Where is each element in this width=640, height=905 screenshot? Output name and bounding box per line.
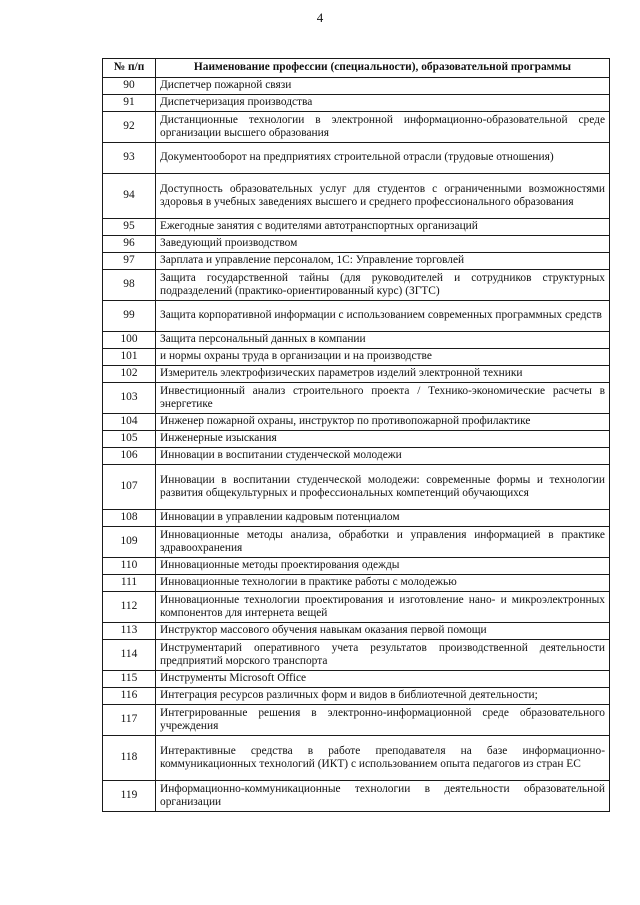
- row-number: 99: [103, 301, 156, 332]
- row-number: 108: [103, 510, 156, 527]
- table-row: [103, 78, 610, 95]
- row-program-name: Инновации в управлении кадровым потенциалом: [156, 510, 610, 527]
- row-number: 96: [103, 236, 156, 253]
- row-number: 98: [103, 270, 156, 301]
- row-program-name: Защита персональный данных в компании: [156, 332, 610, 349]
- row-number: 97: [103, 253, 156, 270]
- row-program-name: Диспетчеризация производства: [156, 95, 610, 112]
- row-program-name: Инновации в воспитании студенческой молодежи: современные формы и технологии развития общекультурных и профессиональных компетенций обучающихся: [156, 465, 610, 510]
- row-program-name: Доступность образовательных услуг для студентов с ограниченными возможностями здоровья в учебных заведениях высшего и среднего профессионального образования: [156, 174, 610, 219]
- row-number: 104: [103, 414, 156, 431]
- row-number: 103: [103, 383, 156, 414]
- row-number: 90: [103, 78, 156, 95]
- table-row: [103, 236, 610, 253]
- row-program-name: и нормы охраны труда в организации и на производстве: [156, 349, 610, 366]
- table-row: [103, 431, 610, 448]
- row-number: 100: [103, 332, 156, 349]
- row-program-name: Измеритель электрофизических параметров изделий электронной техники: [156, 366, 610, 383]
- row-program-name: Дистанционные технологии в электронной информационно-образовательной среде организации высшего образования: [156, 112, 610, 143]
- row-program-name: Инструменты Microsoft Office: [156, 671, 610, 688]
- row-number: 91: [103, 95, 156, 112]
- row-number: 102: [103, 366, 156, 383]
- table-row: [103, 705, 610, 736]
- table-row: [103, 527, 610, 558]
- row-program-name: Диспетчер пожарной связи: [156, 78, 610, 95]
- row-number: 113: [103, 623, 156, 640]
- row-number: 94: [103, 174, 156, 219]
- row-program-name: Интеграция ресурсов различных форм и видов в библиотечной деятельности;: [156, 688, 610, 705]
- table-row: [103, 112, 610, 143]
- row-number: 107: [103, 465, 156, 510]
- table-row: [103, 219, 610, 236]
- row-number: 95: [103, 219, 156, 236]
- table-body: [103, 78, 610, 812]
- row-number: 116: [103, 688, 156, 705]
- row-program-name: Документооборот на предприятиях строительной отрасли (трудовые отношения): [156, 143, 610, 174]
- row-program-name: Ежегодные занятия с водителями автотранспортных организаций: [156, 219, 610, 236]
- table-row: [103, 448, 610, 465]
- table-row: [103, 781, 610, 812]
- table-row: [103, 414, 610, 431]
- professions-table: [102, 58, 610, 812]
- row-number: 118: [103, 736, 156, 781]
- table-row: [103, 174, 610, 219]
- row-program-name: Защита государственной тайны (для руководителей и сотрудников структурных подразделений (практико-ориентированный курс) (ЗГТС): [156, 270, 610, 301]
- row-program-name: Инженер пожарной охраны, инструктор по противопожарной профилактике: [156, 414, 610, 431]
- header-name: Наименование профессии (специальности), образовательной программы: [156, 59, 610, 78]
- row-program-name: Инновационные технологии в практике работы с молодежью: [156, 575, 610, 592]
- table-row: [103, 688, 610, 705]
- row-program-name: Инновации в воспитании студенческой молодежи: [156, 448, 610, 465]
- header-number: № п/п: [103, 59, 156, 78]
- row-program-name: Интерактивные средства в работе преподавателя на базе информационно-коммуникационных технологий (ИКТ) с использованием опыта педагогов из стран ЕС: [156, 736, 610, 781]
- table-row: [103, 95, 610, 112]
- table-row: [103, 510, 610, 527]
- table-row: [103, 671, 610, 688]
- table-row: [103, 253, 610, 270]
- row-number: 112: [103, 592, 156, 623]
- row-number: 114: [103, 640, 156, 671]
- table-row: [103, 301, 610, 332]
- row-program-name: Зарплата и управление персоналом, 1С: Управление торговлей: [156, 253, 610, 270]
- page-number: 4: [316, 10, 324, 25]
- table-row: [103, 558, 610, 575]
- table-row: [103, 736, 610, 781]
- table-row: [103, 592, 610, 623]
- row-program-name: Инновационные технологии проектирования и изготовление нано- и микроэлектронных компонентов для интернета вещей: [156, 592, 610, 623]
- row-number: 92: [103, 112, 156, 143]
- row-program-name: Инструктор массового обучения навыкам оказания первой помощи: [156, 623, 610, 640]
- table-row: [103, 640, 610, 671]
- table-row: [103, 575, 610, 592]
- row-number: 109: [103, 527, 156, 558]
- table-row: [103, 465, 610, 510]
- row-number: 111: [103, 575, 156, 592]
- row-program-name: Заведующий производством: [156, 236, 610, 253]
- row-program-name: Защита корпоративной информации с использованием современных программных средств: [156, 301, 610, 332]
- table-row: [103, 623, 610, 640]
- table-row: [103, 332, 610, 349]
- row-program-name: Инновационные методы проектирования одежды: [156, 558, 610, 575]
- table-row: [103, 383, 610, 414]
- header-row: [103, 59, 610, 78]
- row-number: 93: [103, 143, 156, 174]
- row-number: 101: [103, 349, 156, 366]
- table-row: [103, 349, 610, 366]
- row-program-name: Информационно-коммуникационные технологии в деятельности образовательной организации: [156, 781, 610, 812]
- row-program-name: Инвестиционный анализ строительного проекта / Технико-экономические расчеты в энергетике: [156, 383, 610, 414]
- row-number: 119: [103, 781, 156, 812]
- row-number: 115: [103, 671, 156, 688]
- row-program-name: Инновационные методы анализа, обработки и управления информацией в практике здравоохранения: [156, 527, 610, 558]
- row-number: 117: [103, 705, 156, 736]
- row-number: 110: [103, 558, 156, 575]
- table-row: [103, 366, 610, 383]
- row-program-name: Инженерные изыскания: [156, 431, 610, 448]
- row-number: 105: [103, 431, 156, 448]
- row-program-name: Инструментарий оперативного учета результатов производственной деятельности предприятий морского транспорта: [156, 640, 610, 671]
- table-row: [103, 270, 610, 301]
- table-header: [103, 59, 610, 78]
- table-row: [103, 143, 610, 174]
- row-program-name: Интегрированные решения в электронно-информационной среде образовательного учреждения: [156, 705, 610, 736]
- row-number: 106: [103, 448, 156, 465]
